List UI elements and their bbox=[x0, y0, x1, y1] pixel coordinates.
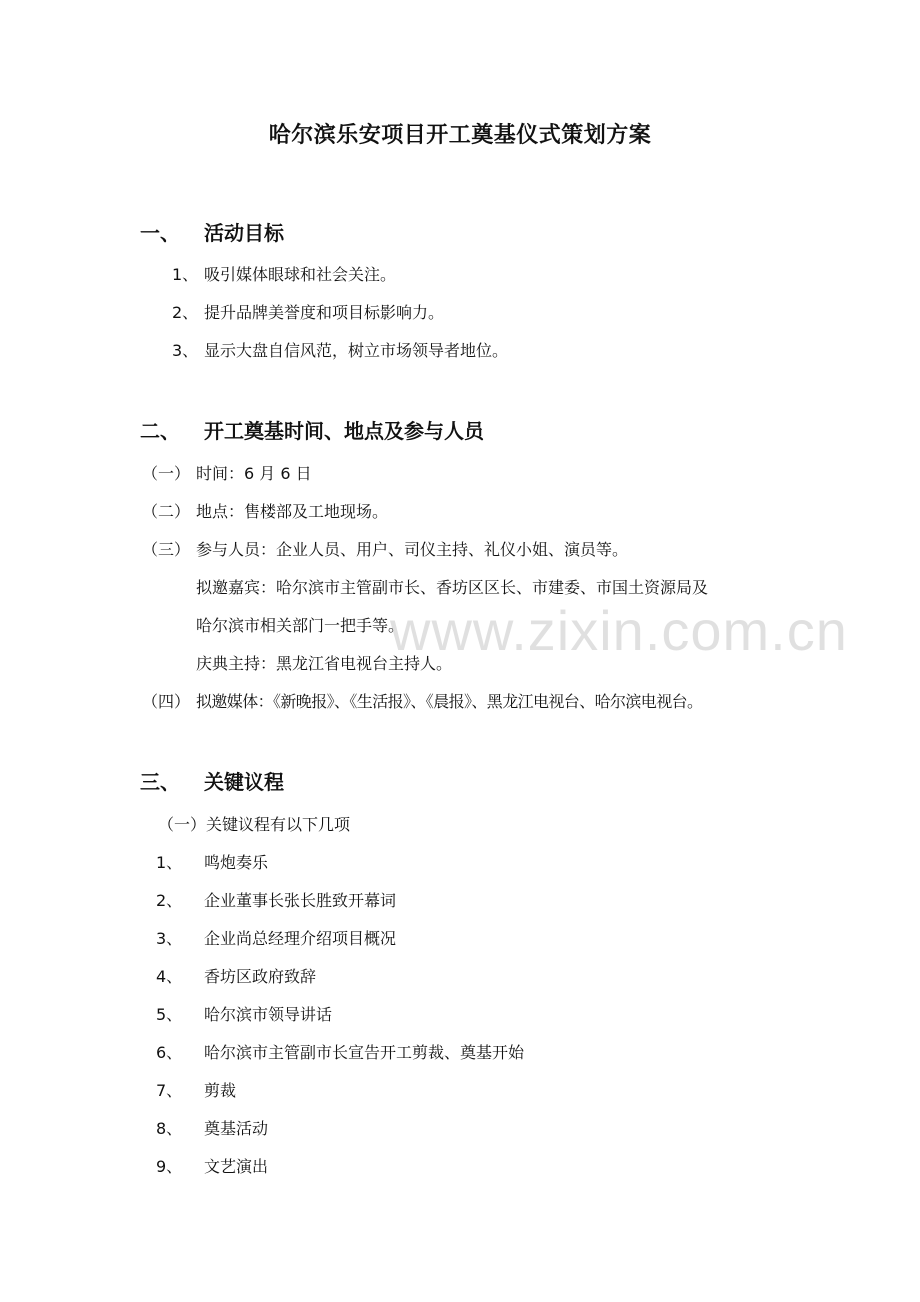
section-number: 一、 bbox=[140, 221, 180, 245]
section-number: 三、 bbox=[140, 770, 180, 794]
list-item bbox=[172, 300, 444, 326]
item-text: 吸引媒体眼球和社会关注。 bbox=[204, 265, 397, 284]
item-text: 企业董事长张长胜致开幕词 bbox=[204, 891, 397, 910]
item-number: 1、 bbox=[172, 265, 199, 284]
item-number: （一） bbox=[142, 464, 191, 483]
list-item bbox=[156, 850, 268, 876]
item-number: 2、 bbox=[172, 303, 199, 322]
item-text: 文艺演出 bbox=[204, 1157, 269, 1176]
item-text: 鸣炮奏乐 bbox=[204, 853, 269, 872]
item-text: 哈尔滨市相关部门一把手等。 bbox=[196, 616, 405, 635]
item-text: 地点：售楼部及工地现场。 bbox=[196, 502, 389, 521]
watermark: www.zixin.com.cn bbox=[390, 599, 848, 662]
item-text: 香坊区政府致辞 bbox=[204, 967, 317, 986]
list-item bbox=[156, 888, 396, 914]
item-number: 9、 bbox=[156, 1157, 183, 1176]
sub-heading: （一）关键议程有以下几项 bbox=[158, 815, 351, 834]
list-item bbox=[142, 461, 312, 487]
section-number: 二、 bbox=[140, 419, 180, 443]
list-item bbox=[172, 338, 508, 364]
list-item bbox=[142, 689, 702, 715]
list-item bbox=[156, 964, 316, 990]
item-text: 哈尔滨市主管副市长宣告开工剪裁、奠基开始 bbox=[204, 1043, 525, 1062]
list-item bbox=[196, 613, 404, 639]
item-text: 提升品牌美誉度和项目标影响力。 bbox=[204, 303, 445, 322]
section-title: 活动目标 bbox=[204, 221, 284, 245]
document-title: 哈尔滨乐安项目开工奠基仪式策划方案 bbox=[268, 123, 652, 148]
item-text: 企业尚总经理介绍项目概况 bbox=[204, 929, 397, 948]
list-item bbox=[142, 499, 388, 525]
section-heading-3 bbox=[140, 767, 284, 797]
item-number: 2、 bbox=[156, 891, 183, 910]
item-number: （二） bbox=[142, 502, 191, 521]
item-text: 剪裁 bbox=[204, 1081, 237, 1100]
item-number: 3、 bbox=[156, 929, 183, 948]
section-title: 开工奠基时间、地点及参与人员 bbox=[204, 419, 484, 443]
item-number: 3、 bbox=[172, 341, 199, 360]
item-number: 4、 bbox=[156, 967, 183, 986]
list-item bbox=[156, 1116, 268, 1142]
list-item bbox=[142, 537, 628, 563]
item-number: （三） bbox=[142, 540, 191, 559]
item-text: 拟邀媒体：《新晚报》、《生活报》、《晨报》、黑龙江电视台、哈尔滨电视台。 bbox=[196, 692, 703, 711]
item-number: 8、 bbox=[156, 1119, 183, 1138]
item-number: 5、 bbox=[156, 1005, 183, 1024]
item-number: （四） bbox=[142, 692, 191, 711]
list-item bbox=[156, 1040, 524, 1066]
list-item bbox=[156, 1002, 332, 1028]
list-item bbox=[172, 262, 396, 288]
section-title: 关键议程 bbox=[204, 770, 284, 794]
list-item bbox=[196, 651, 452, 677]
list-item bbox=[156, 1078, 236, 1104]
list-item bbox=[156, 926, 396, 952]
item-text: 奠基活动 bbox=[204, 1119, 269, 1138]
section-heading-1 bbox=[140, 218, 284, 248]
item-text: 显示大盘自信风范，树立市场领导者地位。 bbox=[204, 341, 509, 360]
item-text: 哈尔滨市领导讲话 bbox=[204, 1005, 333, 1024]
item-number: 7、 bbox=[156, 1081, 183, 1100]
list-item bbox=[156, 1154, 268, 1180]
item-text: 庆典主持：黑龙江省电视台主持人。 bbox=[196, 654, 453, 673]
section-heading-2 bbox=[140, 416, 484, 446]
item-text: 拟邀嘉宾：哈尔滨市主管副市长、香坊区区长、市建委、市国土资源局及 bbox=[196, 578, 709, 597]
item-text: 参与人员：企业人员、用户、司仪主持、礼仪小姐、演员等。 bbox=[196, 540, 629, 559]
item-number: 1、 bbox=[156, 853, 183, 872]
item-number: 6、 bbox=[156, 1043, 183, 1062]
list-item bbox=[196, 575, 708, 601]
item-text: 时间：6 月 6 日 bbox=[196, 464, 312, 483]
